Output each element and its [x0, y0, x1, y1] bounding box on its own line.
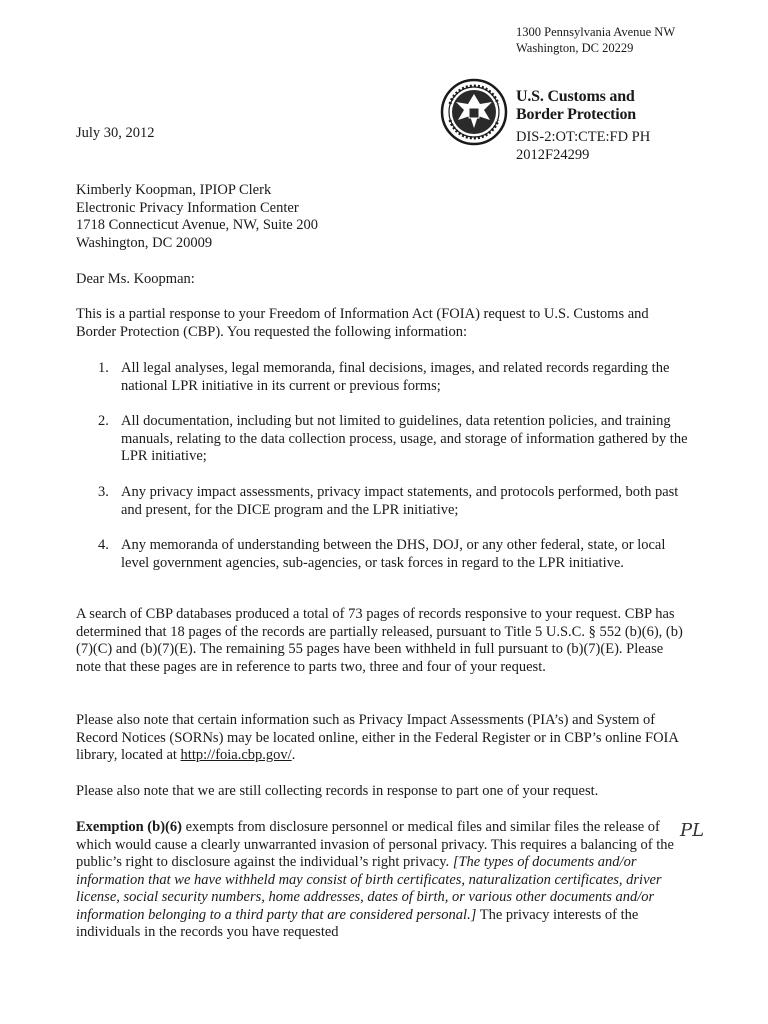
- collecting-paragraph: Please also note that we are still collecting records in response to part one of your request.: [76, 783, 599, 799]
- exemption-tail-text: The privacy interests of the individuals in the records you have requested: [76, 906, 639, 940]
- recipient-line-3: 1718 Connecticut Avenue, NW, Suite 200: [76, 217, 319, 233]
- search-results-paragraph: A search of CBP databases produced a total of 73 pages of records responsive to your request. CBP has determined that 18 pages of the records are partially released, pursuant to Title 5 U.S.C. § 552 (b)(6), (b)(7)(C) and (b)(7)(E). The remaining 55 pages have been withheld in full pursuant to (b)(7)(E). Please note that these pages are in reference to parts two, three and four of your request.: [76, 606, 683, 675]
- pia-text: Please also note that certain information such as Privacy Impact Assessments (PIA’s) and System of Record Notices (SORNs) may be located online, either in the Federal Register or in CBP’s online FOIA library, located at: [76, 712, 679, 763]
- address-line-2: Washington, DC 20229: [516, 41, 634, 55]
- agency-name: [516, 88, 636, 124]
- request-number: 1.: [98, 360, 109, 376]
- recipient-line-4: Washington, DC 20009: [76, 234, 213, 251]
- pia-paragraph: [76, 712, 686, 765]
- pia-text-end: .: [291, 747, 296, 763]
- margin-initials: PL: [680, 820, 705, 841]
- request-number: 3.: [98, 484, 109, 500]
- request-text: Any privacy impact assessments, privacy impact statements, and protocols performed, both past and present, for the DICE program and the LPR initiative;: [121, 484, 679, 518]
- agency-line-1: U.S. Customs and: [516, 88, 635, 105]
- agency-line-2: Border Protection: [516, 106, 636, 123]
- return-address: [516, 24, 675, 56]
- recipient-line-2: Electronic Privacy Information Center: [76, 199, 299, 216]
- recipient-line-1: Kimberly Koopman, IPIOP Clerk: [76, 182, 272, 198]
- foia-library-link[interactable]: http://foia.cbp.gov/: [180, 747, 292, 763]
- address-line-1: 1300 Pennsylvania Avenue NW: [516, 25, 676, 39]
- request-text: All legal analyses, legal memoranda, final decisions, images, and related records regarding the national LPR initiative in its current or previous forms;: [121, 360, 670, 394]
- request-number: 4.: [98, 537, 109, 553]
- request-number: 2.: [98, 413, 109, 429]
- exemption-paragraph: [76, 819, 686, 942]
- dhs-seal-icon: [440, 78, 508, 146]
- reference-code: [516, 128, 650, 164]
- letter-date: July 30, 2012: [76, 125, 155, 141]
- recipient-address: [76, 182, 318, 252]
- ref-line-2: 2012F24299: [516, 147, 590, 163]
- intro-paragraph: This is a partial response to your Freedom of Information Act (FOIA) request to U.S. Customs and Border Protection (CBP). You requested the following information:: [76, 306, 649, 340]
- salutation: Dear Ms. Koopman:: [76, 271, 195, 287]
- ref-line-1: DIS-2:OT:CTE:FD PH: [516, 129, 651, 145]
- exemption-heading: Exemption (b)(6): [76, 819, 182, 835]
- exemption-text: exempts from disclosure personnel or medical files and similar files the release of which would cause a clearly unwarranted invasion of personal privacy. This requires a balancing of the public’s right to disclosure against the individual’s right privacy.: [76, 819, 674, 870]
- request-text: Any memoranda of understanding between the DHS, DOJ, or any other federal, state, or local level government agencies, sub-agencies, or task forces in regard to the LPR initiative.: [121, 537, 666, 571]
- exemption-italic-text: [The types of documents and/or information that we have withheld may consist of birth certificates, naturalization certificates, driver license, social security numbers, home addresses, dates of birth, or various other documents and/or information belonging to a third party that are considered personal.]: [76, 854, 662, 923]
- request-text: All documentation, including but not limited to guidelines, data retention policies, and training manuals, relating to the data collection process, usage, and storage of information gathered by the LPR initiative;: [121, 413, 688, 464]
